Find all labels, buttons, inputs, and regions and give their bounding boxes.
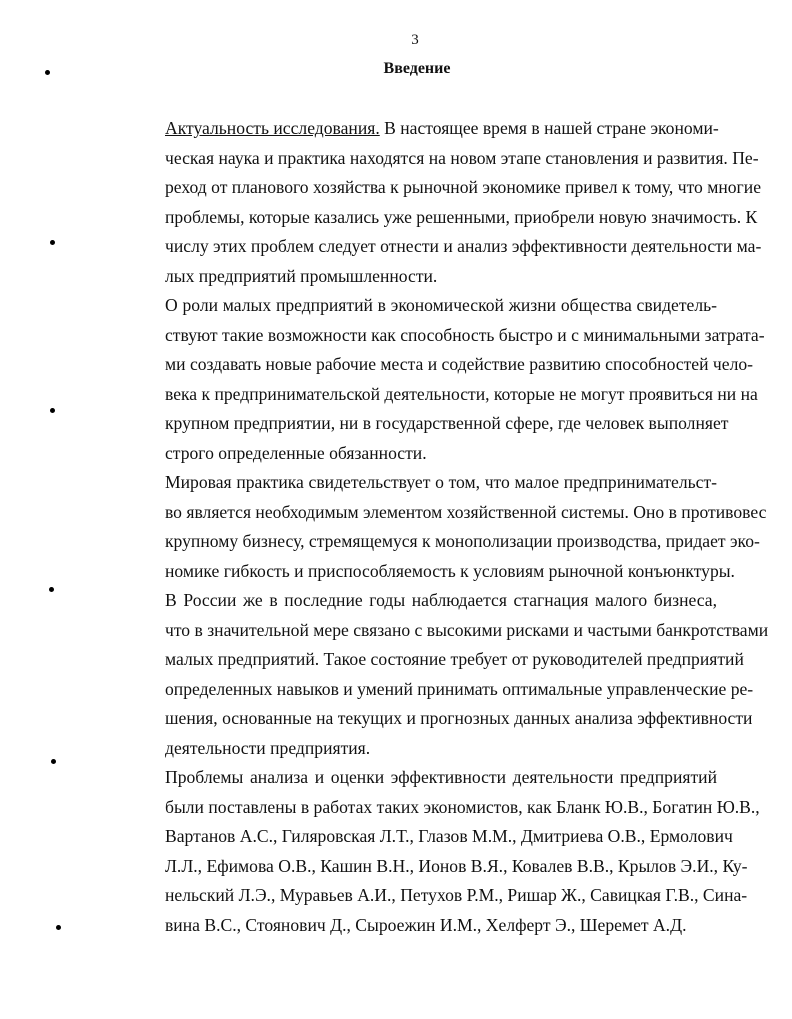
text-line: лых предприятий промышленности. bbox=[165, 265, 438, 286]
text-line: крупному бизнесу, стремящемуся к монополизации производства, придает эко- bbox=[165, 531, 760, 551]
text-line: определенных навыков и умений принимать оптимальные управленческие ре- bbox=[165, 678, 754, 699]
text-line: нельский Л.Э., Муравьев А.И., Петухов Р.М., Ришар Ж., Савицкая Г.В., Сина- bbox=[165, 885, 748, 905]
margin-dot bbox=[49, 587, 54, 592]
text-line: О роли малых предприятий в экономической жизни общества свидетель- bbox=[165, 295, 717, 315]
margin-dot bbox=[50, 408, 55, 413]
paragraph-1 bbox=[121, 114, 762, 291]
text-line: Мировая практика свидетельствует о том, что малое предпринимательст- bbox=[165, 472, 717, 492]
paragraph-2 bbox=[121, 291, 765, 468]
paragraph-3 bbox=[121, 468, 767, 586]
text-line: В России же в последние годы наблюдается стагнация малого бизнеса, bbox=[165, 590, 717, 610]
text-line: номике гибкость и приспособляемость к условиям рыночной конъюнктуры. bbox=[165, 560, 735, 581]
text-line: крупном предприятии, ни в государственной сфере, где человек выполняет bbox=[165, 413, 729, 433]
text-line: Л.Л., Ефимова О.В., Кашин В.Н., Ионов В.Я., Ковалев В.В., Крылов Э.И., Ку- bbox=[165, 855, 748, 876]
text-line: шения, основанные на текущих и прогнозных данных анализа эффективности bbox=[165, 708, 753, 728]
margin-dot bbox=[51, 759, 56, 764]
section-heading: Введение bbox=[383, 60, 451, 77]
body-text bbox=[121, 114, 769, 940]
paragraph-lead: Актуальность исследования. bbox=[165, 118, 380, 138]
text-line: строго определенные обязанности. bbox=[165, 442, 427, 463]
text-line: ствуют такие возможности как способность быстро и с минимальными затрата- bbox=[165, 324, 765, 345]
text-line: проблемы, которые казались уже решенными, приобрели новую значимость. К bbox=[165, 206, 758, 227]
text-line: ческая наука и практика находятся на новом этапе становления и развития. Пе- bbox=[165, 147, 759, 168]
text-line: реход от планового хозяйства к рыночной экономике привел к тому, что многие bbox=[165, 177, 762, 197]
paragraph-5 bbox=[121, 763, 760, 940]
text-line: Вартанов А.С., Гиляровская Л.Т., Глазов М.М., Дмитриева О.В., Ермолович bbox=[165, 826, 733, 846]
text-line: Актуальность исследования. В настоящее время в нашей стране экономи- bbox=[165, 118, 719, 138]
text-line: малых предприятий. Такое состояние требует от руководителей предприятий bbox=[165, 649, 744, 669]
text-line: были поставлены в работах таких экономистов, как Бланк Ю.В., Богатин Ю.В., bbox=[165, 796, 760, 817]
margin-dot bbox=[56, 925, 61, 930]
text-line: числу этих проблем следует отнести и анализ эффективности деятельности ма- bbox=[165, 236, 762, 256]
page-number: 3 bbox=[411, 32, 419, 48]
text-line: ми создавать новые рабочие места и содействие развитию способностей чело- bbox=[165, 354, 754, 374]
text-line: деятельности предприятия. bbox=[165, 737, 371, 758]
text-line: вина В.С., Стоянович Д., Сыроежин И.М., Хелферт Э., Шеремет А.Д. bbox=[165, 914, 687, 935]
text-line: Проблемы анализа и оценки эффективности деятельности предприятий bbox=[165, 767, 717, 787]
margin-dot bbox=[50, 240, 55, 245]
text-line: века к предпринимательской деятельности, которые не могут проявиться ни на bbox=[165, 383, 758, 404]
text-line: что в значительной мере связано с высокими рисками и частыми банкротствами bbox=[165, 619, 769, 640]
text-line: во является необходимым элементом хозяйственной системы. Оно в противовес bbox=[165, 501, 767, 522]
paragraph-4 bbox=[121, 586, 769, 763]
margin-dot bbox=[45, 70, 50, 75]
